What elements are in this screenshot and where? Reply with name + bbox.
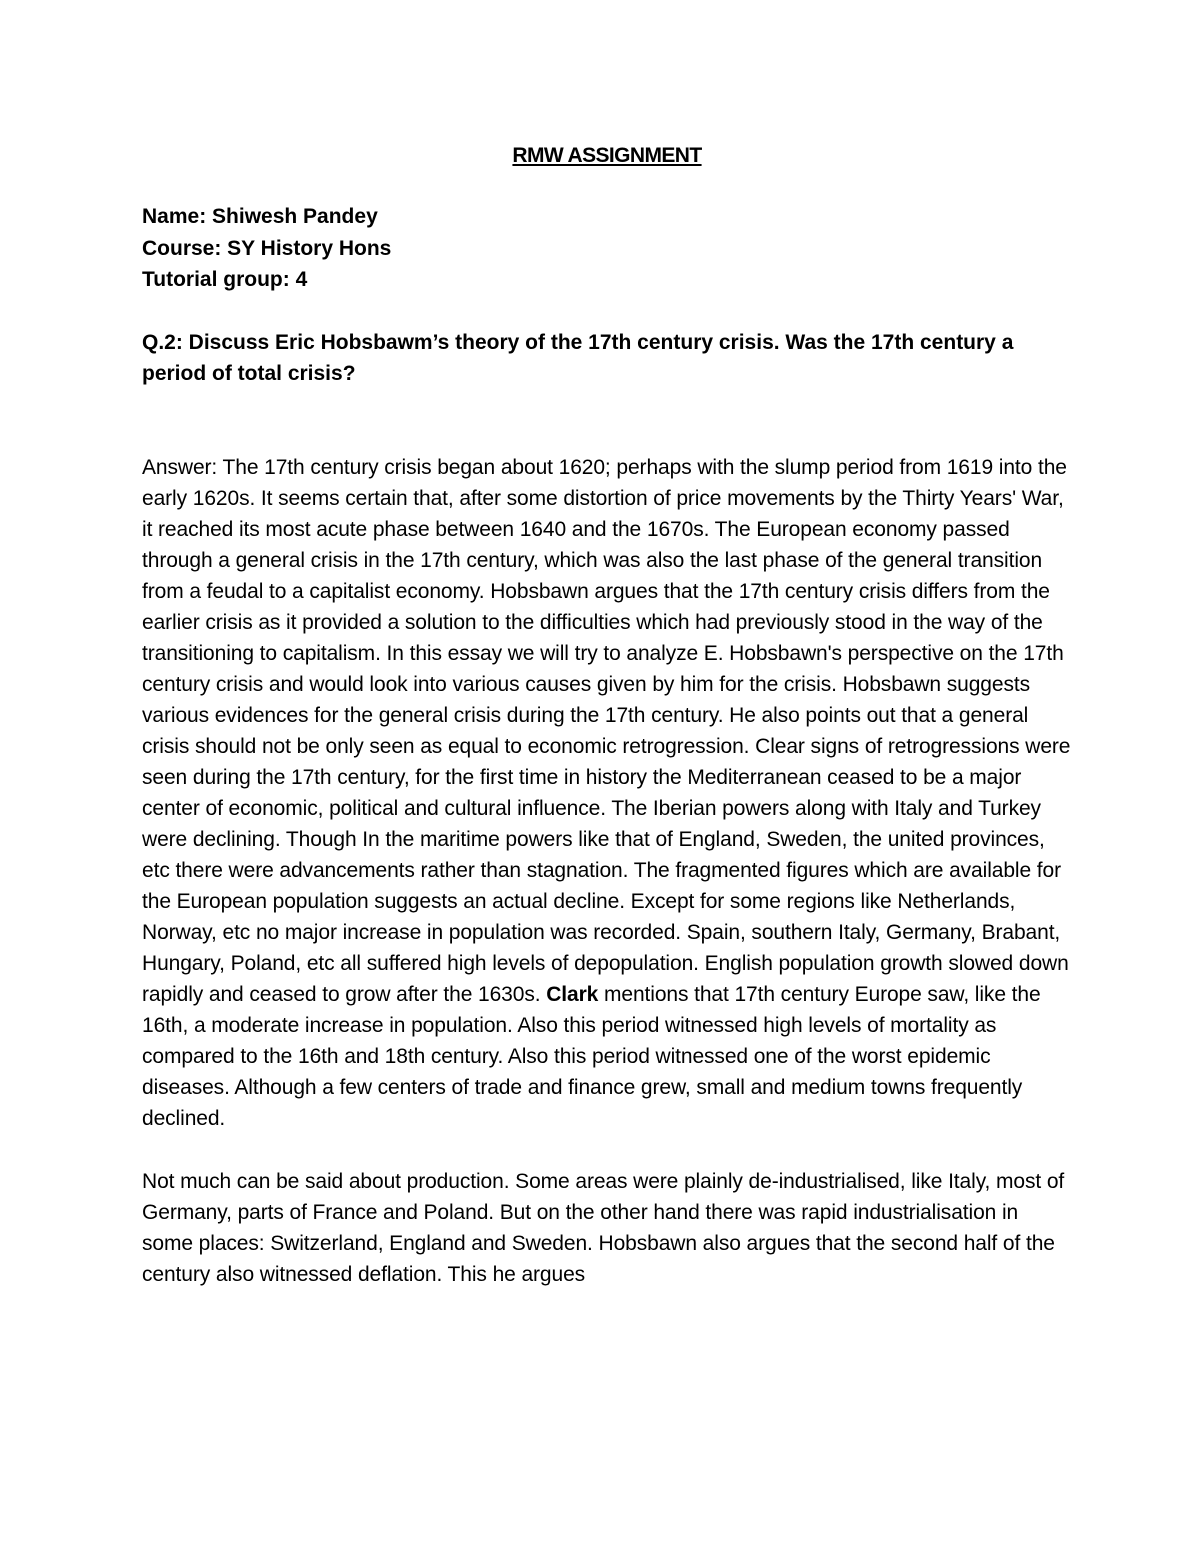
document-page <box>142 140 1072 1321</box>
tutorial-group: Tutorial group: 4 <box>142 268 308 291</box>
answer-paragraph-1 <box>142 452 1072 1135</box>
answer-paragraph-1-text-a: Answer: The 17th century crisis began about 1620; perhaps with the slump period from 1619 into the early 1620s. It seems certain that, after some distortion of price movements by the Thirty Years' War, it reached its most acute phase between 1640 and the 1670s. The European economy passed through a general crisis in the 17th century, which was also the last phase of the general transition from a feudal to a capitalist economy. Hobsbawn argues that the 17th century crisis differs from the earlier crisis as it provided a solution to the difficulties which had previously stood in the way of the transitioning to capitalism. In this essay we will try to analyze E. Hobsbawn's perspective on the 17th century crisis and would look into various causes given by him for the crisis. Hobsbawn suggests various evidences for the general crisis during the 17th century. He also points out that a general crisis should not be only seen as equal to economic retrogression. Clear signs of retrogressions were seen during the 17th century, for the first time in history the Mediterranean ceased to be a major center of economic, political and cultural influence. The Iberian powers along with Italy and Turkey were declining. Though In the maritime powers like that of England, Sweden, the united provinces, etc there were advancements rather than stagnation. The fragmented figures which are available for the European population suggests an actual decline. Except for some regions like Netherlands, Norway, etc no major increase in population was recorded. Spain, southern Italy, Germany, Brabant, Hungary, Poland, etc all suffered high levels of depopulation. English population growth slowed down rapidly and ceased to grow after the 1630s. <box>142 455 1071 1007</box>
question-heading: Q.2: Discuss Eric Hobsbawm’s theory of the 17th century crisis. Was the 17th century a period of total crisis? <box>142 330 1014 385</box>
answer-paragraph-2: Not much can be said about production. Some areas were plainly de-industrialised, like Italy, most of Germany, parts of France and Poland. But on the other hand there was rapid industrialisation in some places: Switzerland, England and Sweden. Hobsbawn also argues that the second half of the century also witnessed deflation. This he argues <box>142 1169 1065 1286</box>
document-title: RMW ASSIGNMENT <box>512 144 702 167</box>
student-details <box>142 201 1072 296</box>
answer-paragraph-1-text-b: mentions that 17th century Europe saw, like the 16th, a moderate increase in population. Also this period witnessed high levels of mortality as compared to the 16th and 18th century. Also this period witnessed one of the worst epidemic diseases. Although a few centers of trade and finance grew, small and medium towns frequently declined. <box>142 983 1041 1131</box>
student-course: Course: SY History Hons <box>142 236 392 260</box>
author-name-clark: Clark <box>546 983 599 1007</box>
student-name: Name: Shiwesh Pandey <box>142 205 378 228</box>
